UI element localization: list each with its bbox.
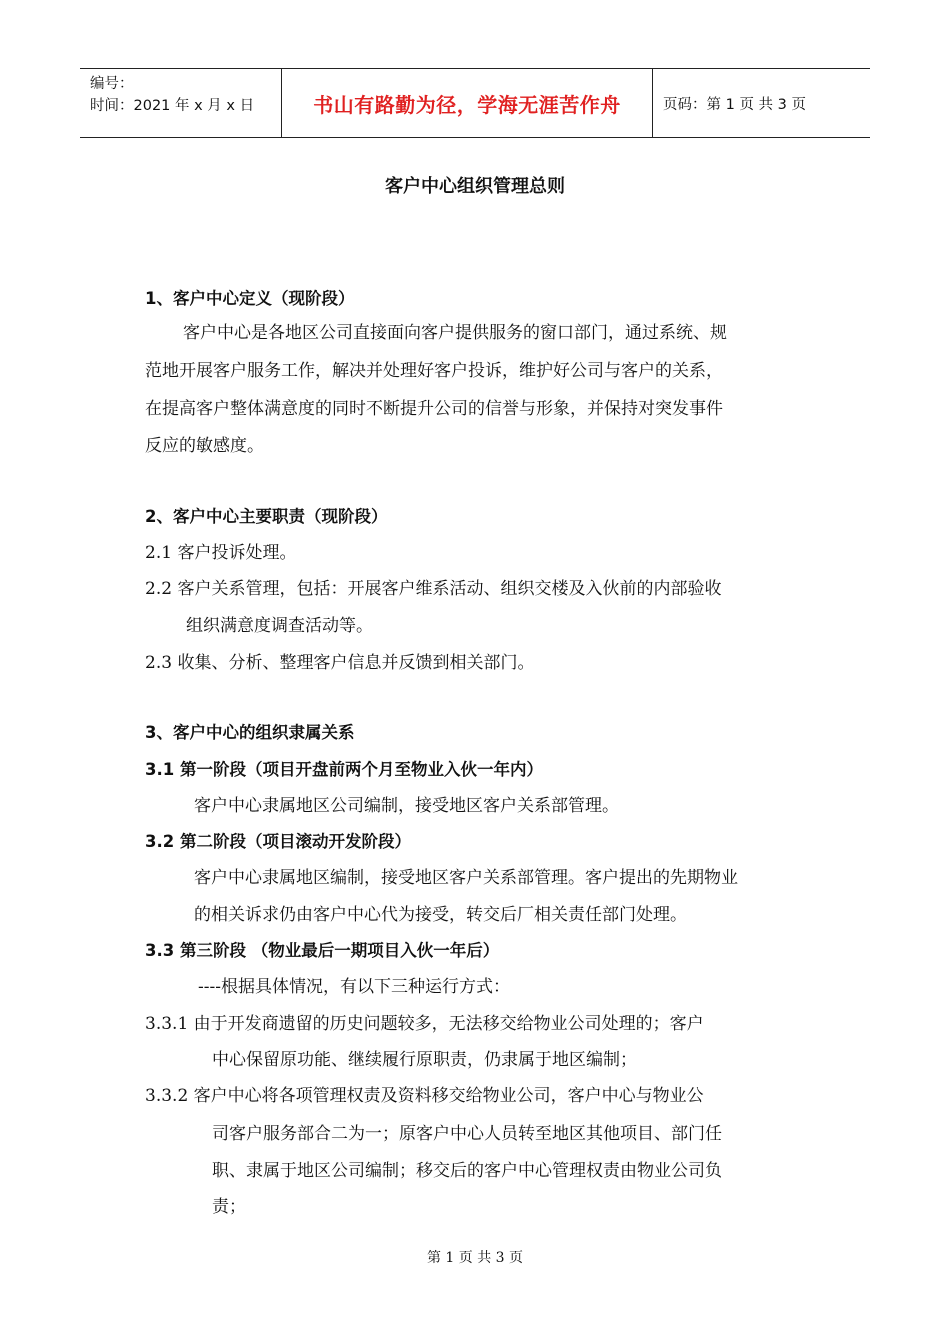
date-label: 时间：2021 年 x 月 x 日 (90, 98, 255, 114)
page-info: 页码：第 1 页 共 3 页 (663, 96, 806, 113)
item-2-2-line-2: 组织满意度调查活动等。 (186, 616, 373, 636)
subsection-3-2-heading: 3.2 第二阶段（项目滚动开发阶段） (145, 832, 411, 851)
header-page-cell (653, 69, 870, 137)
item-3-3-2-line-1: 3.3.2 客户中心将各项管理权责及资料移交给物业公司，客户中心与物业公 (145, 1086, 704, 1106)
subsection-3-1-heading: 3.1 第一阶段（项目开盘前两个月至物业入伙一年内） (145, 760, 543, 779)
section-1-line-1: 客户中心是各地区公司直接面向客户提供服务的窗口部门，通过系统、规 (183, 323, 727, 343)
item-2-2-line-1: 2.2 客户关系管理，包括：开展客户维系活动、组织交楼及入伙前的内部验收 (145, 579, 722, 599)
subsection-3-2-line-2: 的相关诉求仍由客户中心代为接受，转交后厂相关责任部门处理。 (194, 905, 687, 925)
header-table (80, 68, 870, 138)
section-3-heading: 3、客户中心的组织隶属关系 (145, 723, 355, 742)
section-1-line-4: 反应的敏感度。 (145, 436, 264, 456)
header-motto-cell (282, 69, 653, 137)
subsection-3-1-text: 客户中心隶属地区公司编制，接受地区客户关系部管理。 (194, 796, 619, 816)
motto-text: 书山有路勤为径，学海无涯苦作舟 (313, 92, 621, 117)
item-3-3-1-line-2: 中心保留原功能、继续履行原职责，仍隶属于地区编制； (212, 1050, 637, 1070)
item-3-3-2-line-2: 司客户服务部合二为一；原客户中心人员转至地区其他项目、部门任 (212, 1124, 722, 1144)
item-2-1: 2.1 客户投诉处理。 (145, 543, 297, 563)
item-3-3-2-line-4: 责； (212, 1197, 246, 1217)
section-1-line-3: 在提高客户整体满意度的同时不断提升公司的信誉与形象，并保持对突发事件 (145, 399, 723, 419)
item-2-3: 2.3 收集、分析、整理客户信息并反馈到相关部门。 (145, 653, 535, 673)
header-left-cell (80, 69, 282, 137)
subsection-3-3-intro: ----根据具体情况，有以下三种运行方式： (198, 977, 510, 997)
section-1-heading: 1、客户中心定义（现阶段） (145, 289, 355, 308)
page-footer: 第 1 页 共 3 页 (426, 1250, 524, 1266)
code-label: 编号： (90, 76, 134, 92)
subsection-3-3-heading: 3.3 第三阶段 （物业最后一期项目入伙一年后） (145, 941, 500, 960)
document-title: 客户中心组织管理总则 (385, 176, 565, 197)
subsection-3-2-line-1: 客户中心隶属地区编制，接受地区客户关系部管理。客户提出的先期物业 (194, 868, 738, 888)
section-2-heading: 2、客户中心主要职责（现阶段） (145, 507, 388, 526)
section-1-line-2: 范地开展客户服务工作，解决并处理好客户投诉，维护好公司与客户的关系， (145, 361, 723, 381)
item-3-3-2-line-3: 职、隶属于地区公司编制；移交后的客户中心管理权责由物业公司负 (212, 1161, 722, 1181)
item-3-3-1-line-1: 3.3.1 由于开发商遗留的历史问题较多，无法移交给物业公司处理的；客户 (145, 1014, 704, 1034)
